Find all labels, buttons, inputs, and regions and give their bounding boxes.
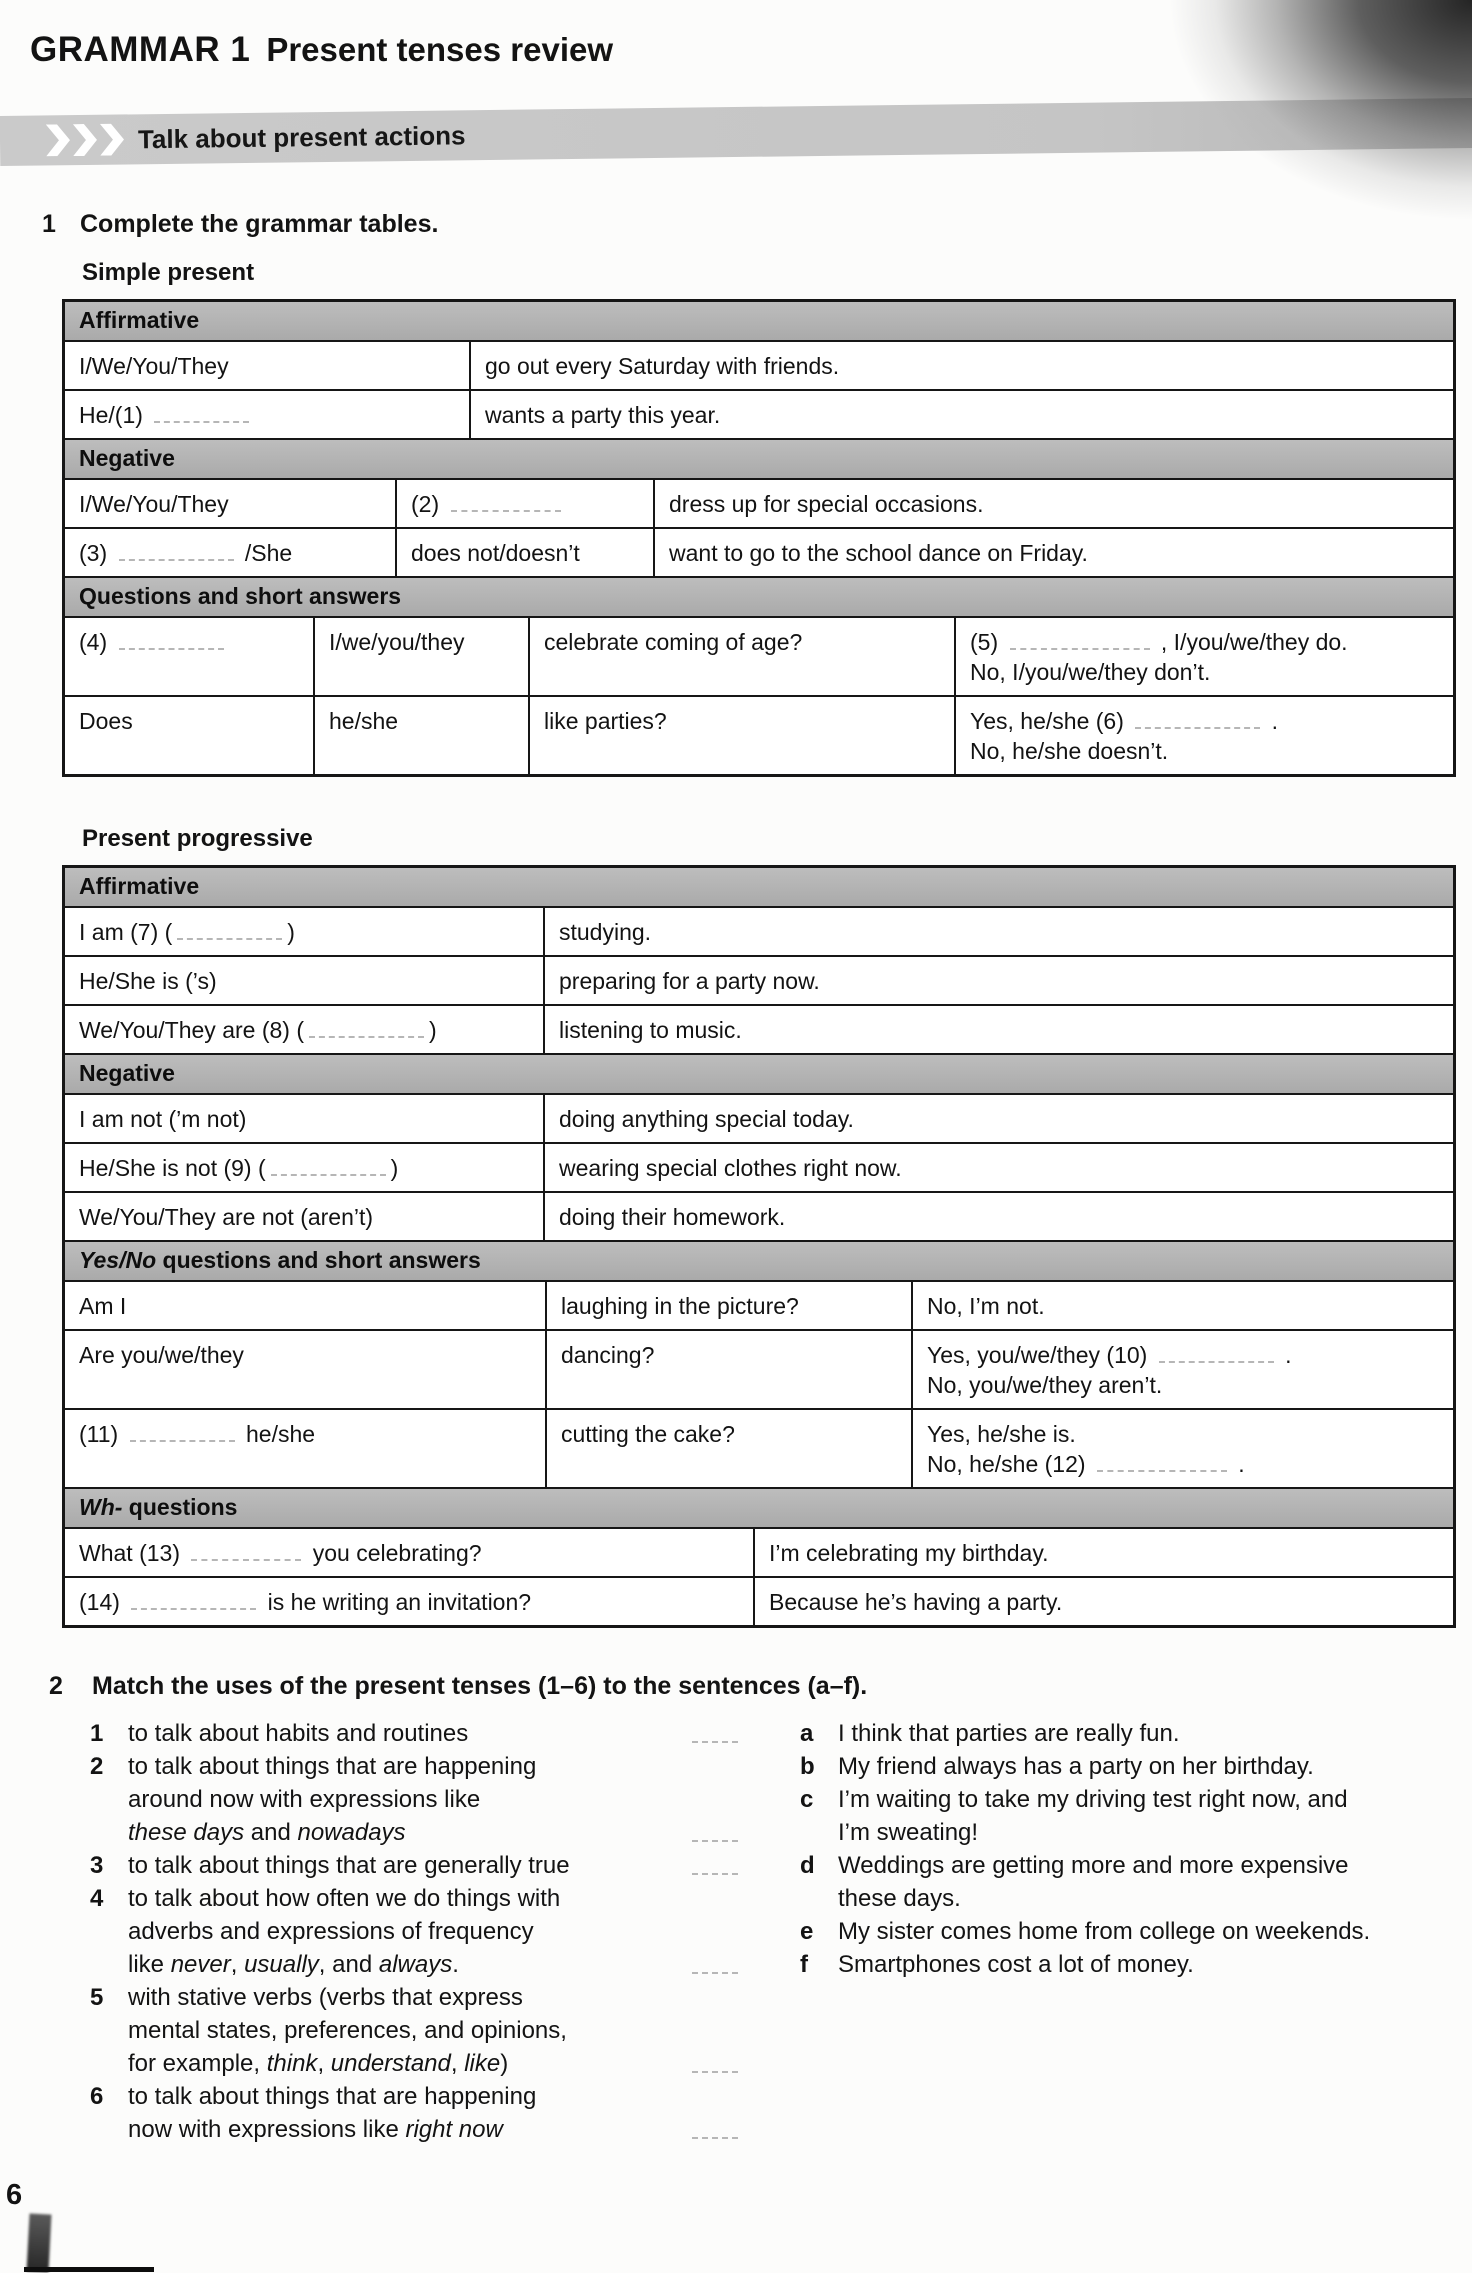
- table-cell: No, I’m not.: [911, 1282, 1453, 1329]
- table-cell: wearing special clothes right now.: [543, 1144, 1453, 1191]
- answer-blank[interactable]: [154, 409, 249, 423]
- italic-text: usually: [244, 1951, 319, 1978]
- course-label: GRAMMAR 1: [30, 30, 251, 69]
- table-row: [65, 908, 1453, 957]
- italic-text: like: [464, 2050, 501, 2077]
- match-blank[interactable]: [692, 1830, 738, 1842]
- table-row: [65, 1006, 1453, 1055]
- matching-exercise: [90, 1717, 1472, 2146]
- table-cell: We/You/They are (8) ( ): [79, 1017, 437, 1043]
- table-cell: dancing?: [545, 1331, 911, 1408]
- table-cell: Am I: [79, 1293, 127, 1319]
- exercise-1-heading: [42, 210, 1472, 239]
- use-text: to talk about habits and routines: [128, 1720, 469, 1747]
- exercise-instruction: Match the uses of the present tenses (1–6) to the sentences (a–f).: [92, 1672, 868, 1700]
- table-row: [65, 1095, 1453, 1144]
- italic-text: nowadays: [297, 1819, 406, 1846]
- table-cell: He/She is not (9) ( ): [79, 1155, 399, 1181]
- table-cell: I/We/You/They: [79, 353, 229, 379]
- use-text: to talk about things that are happening around now with expressions like these days and nowadays: [128, 1753, 537, 1846]
- answer-blank[interactable]: [119, 636, 224, 650]
- italic-text: never: [170, 1951, 231, 1978]
- sentence-text: My friend always has a party on her birthday.: [838, 1753, 1314, 1780]
- answer-blank[interactable]: [177, 926, 282, 940]
- table-cell: want to go to the school dance on Friday.: [653, 529, 1453, 576]
- table-cell: (14) is he writing an invitation?: [79, 1589, 532, 1615]
- answer-blank[interactable]: [131, 1596, 256, 1610]
- document-header: [0, 0, 1472, 70]
- italic-text: right now: [405, 2116, 503, 2143]
- table-cell: (2): [395, 480, 653, 527]
- sentence-text: Weddings are getting more and more expensive these days.: [838, 1852, 1349, 1912]
- table-section-header: Negative: [65, 440, 1453, 480]
- match-blank[interactable]: [692, 2061, 738, 2073]
- use-item: [90, 2080, 738, 2146]
- banner-label: Talk about present actions: [137, 119, 466, 154]
- table-cell: cutting the cake?: [545, 1410, 911, 1487]
- exercise-instruction: Complete the grammar tables.: [80, 210, 439, 238]
- use-item: [90, 1750, 738, 1849]
- italic-text: think: [266, 2050, 318, 2077]
- uses-list: [90, 1717, 738, 2146]
- table-row: [65, 1410, 1453, 1489]
- table-cell: Does: [79, 708, 133, 734]
- table-row: [65, 391, 1453, 440]
- table-cell: Yes, he/she is. No, he/she (12) .: [911, 1410, 1453, 1487]
- sentence-item: [800, 1849, 1462, 1915]
- use-item: [90, 1717, 738, 1750]
- match-blank[interactable]: [692, 1731, 738, 1743]
- exercise-1: [0, 210, 1472, 1628]
- table-section-header: Affirmative: [65, 868, 1453, 908]
- answer-blank[interactable]: [271, 1162, 386, 1176]
- exercise-number: 1: [42, 210, 56, 238]
- italic-text: always: [378, 1951, 453, 1978]
- triple-chevron-icon: [46, 123, 124, 156]
- table-section-header: Affirmative: [65, 302, 1453, 342]
- answer-blank[interactable]: [1159, 1349, 1274, 1363]
- table-cell: What (13) you celebrating?: [79, 1540, 482, 1566]
- table-section-header: Wh- questions: [65, 1489, 1453, 1529]
- use-item: [90, 1849, 738, 1882]
- table-cell: does not/doesn’t: [395, 529, 653, 576]
- table-cell: wants a party this year.: [469, 391, 1453, 438]
- answer-blank[interactable]: [130, 1428, 235, 1442]
- use-item: [90, 1981, 738, 2080]
- table-heading: Present progressive: [82, 825, 313, 852]
- answer-blank[interactable]: [451, 498, 561, 512]
- table-cell: (11) he/she: [79, 1421, 316, 1447]
- table-cell: I am (7) ( ): [79, 919, 295, 945]
- table-cell: he/she: [313, 697, 528, 774]
- table-cell: (3) /She: [79, 540, 293, 566]
- table-cell: Yes, he/she (6) . No, he/she doesn’t.: [954, 697, 1453, 774]
- answer-blank[interactable]: [309, 1024, 424, 1038]
- table-cell: (5) , I/you/we/they do. No, I/you/we/they don’t.: [954, 618, 1453, 695]
- table-cell: He/She is (’s): [79, 968, 217, 994]
- sentence-item: [800, 1750, 1462, 1783]
- sentence-item: [800, 1948, 1462, 1981]
- italic-text: understand: [330, 2050, 451, 2077]
- sentence-letter: b: [800, 1753, 815, 1780]
- sentence-item: [800, 1717, 1462, 1750]
- grammar-table-simple-present: [62, 299, 1456, 777]
- sentence-letter: e: [800, 1918, 814, 1945]
- table-cell: I/we/you/they: [313, 618, 528, 695]
- table-cell: Are you/we/they: [79, 1342, 244, 1368]
- bottom-edge-line: [24, 2267, 154, 2272]
- italic-text: Wh-: [79, 1494, 123, 1520]
- table-row: [65, 1193, 1453, 1242]
- table-cell: I/We/You/They: [79, 491, 229, 517]
- table-section-header: Negative: [65, 1055, 1453, 1095]
- use-text: with stative verbs (verbs that express mental states, preferences, and opinions, for example, think, understand, like): [128, 1984, 567, 2077]
- sentence-item: [800, 1915, 1462, 1948]
- use-number: 2: [90, 1753, 104, 1780]
- sentence-text: I’m waiting to take my driving test right now, and I’m sweating!: [838, 1786, 1348, 1846]
- ink-smudge: [26, 2213, 51, 2272]
- use-text: to talk about things that are generally true: [128, 1852, 570, 1879]
- page-number: 6: [6, 2179, 23, 2211]
- sentence-item: [800, 1783, 1462, 1849]
- exercise-number: 2: [49, 1672, 63, 1700]
- answer-blank[interactable]: [1010, 636, 1150, 650]
- sentence-letter: f: [800, 1951, 808, 1978]
- chevron-icon: [73, 124, 97, 156]
- answer-blank[interactable]: [119, 547, 234, 561]
- sentence-letter: c: [800, 1786, 814, 1813]
- chevron-icon: [46, 124, 70, 156]
- use-text: to talk about things that are happening now with expressions like right now: [128, 2083, 537, 2143]
- answer-blank[interactable]: [191, 1547, 301, 1561]
- table-cell: like parties?: [528, 697, 954, 774]
- exercise-2-heading: [49, 1672, 1472, 1701]
- match-blank[interactable]: [692, 1962, 738, 1974]
- use-number: 3: [90, 1852, 104, 1879]
- use-number: 6: [90, 2083, 104, 2110]
- table-cell: listening to music.: [543, 1006, 1453, 1053]
- table-heading: Simple present: [82, 259, 255, 286]
- table-cell: I’m celebrating my birthday.: [753, 1529, 1453, 1576]
- table-row: [65, 1331, 1453, 1410]
- table-cell: doing their homework.: [543, 1193, 1453, 1240]
- sentence-letter: d: [800, 1852, 815, 1879]
- table-row: [65, 342, 1453, 391]
- use-item: [90, 1882, 738, 1981]
- use-number: 5: [90, 1984, 104, 2011]
- table-section-header: Yes/No questions and short answers: [65, 1242, 1453, 1282]
- use-number: 1: [90, 1720, 104, 1747]
- table-row: [65, 1578, 1453, 1625]
- table-row: [65, 1144, 1453, 1193]
- chevron-icon: [100, 123, 124, 155]
- match-blank[interactable]: [692, 1863, 738, 1875]
- table-cell: (4): [65, 618, 313, 695]
- table-row: [65, 618, 1453, 697]
- table-row: [65, 1282, 1453, 1331]
- match-blank[interactable]: [692, 2127, 738, 2139]
- table-section-header: Questions and short answers: [65, 578, 1453, 618]
- table-cell: dress up for special occasions.: [653, 480, 1453, 527]
- table-row: [65, 480, 1453, 529]
- grammar-table-present-progressive: [62, 865, 1456, 1628]
- table-cell: I am not (’m not): [79, 1106, 247, 1132]
- table-row: [65, 697, 1453, 774]
- table-row: [65, 1529, 1453, 1578]
- table-row: [65, 529, 1453, 578]
- page-title: Present tenses review: [266, 31, 614, 68]
- sentence-text: I think that parties are really fun.: [838, 1720, 1180, 1747]
- sentences-list: [800, 1717, 1462, 2146]
- table-row: [65, 957, 1453, 1006]
- table-cell: preparing for a party now.: [543, 957, 1453, 1004]
- use-text: to talk about how often we do things with adverbs and expressions of frequency like never, usually, and always.: [128, 1885, 561, 1978]
- sentence-text: My sister comes home from college on weekends.: [838, 1918, 1371, 1945]
- answer-blank[interactable]: [1135, 715, 1260, 729]
- table-cell: go out every Saturday with friends.: [469, 342, 1453, 389]
- sentence-letter: a: [800, 1720, 814, 1747]
- sentence-text: Smartphones cost a lot of money.: [838, 1951, 1194, 1978]
- table-cell: Yes, you/we/they (10) . No, you/we/they aren’t.: [911, 1331, 1453, 1408]
- table-cell: studying.: [543, 908, 1453, 955]
- table-cell: He/(1): [65, 391, 469, 438]
- table-cell: We/You/They are not (aren’t): [79, 1204, 374, 1230]
- italic-text: these days: [128, 1819, 245, 1846]
- use-number: 4: [90, 1885, 104, 1912]
- exercise-2: [0, 1672, 1472, 2146]
- table-cell: Because he’s having a party.: [753, 1578, 1453, 1625]
- table-cell: laughing in the picture?: [545, 1282, 911, 1329]
- italic-text: Yes/No: [79, 1247, 157, 1273]
- lesson-objective-banner: [0, 97, 1472, 166]
- table-cell: doing anything special today.: [543, 1095, 1453, 1142]
- answer-blank[interactable]: [1097, 1458, 1227, 1472]
- table-cell: celebrate coming of age?: [528, 618, 954, 695]
